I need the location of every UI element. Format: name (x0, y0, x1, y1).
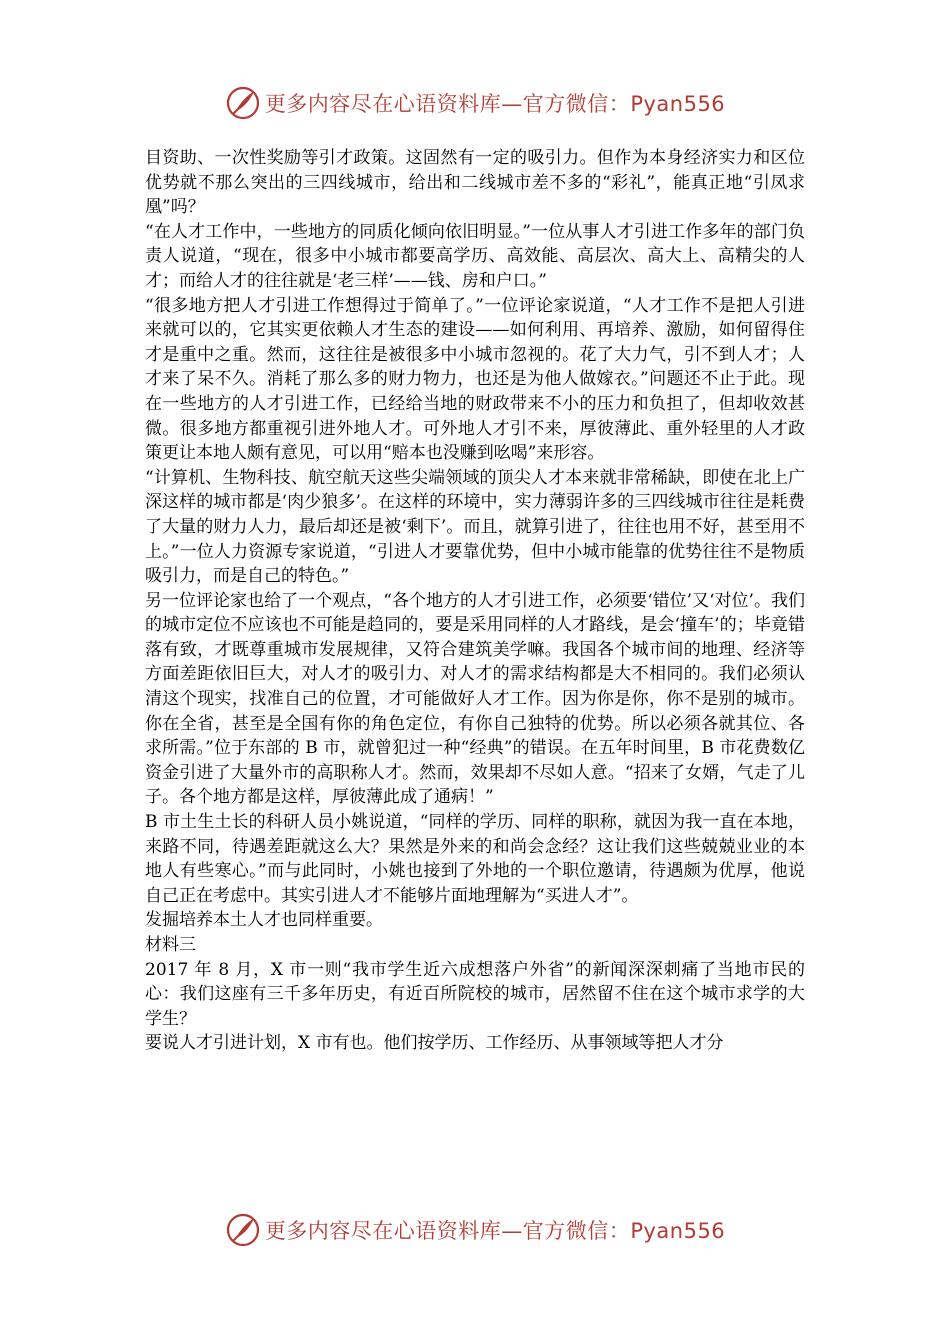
paragraph: “在人才工作中，一些地方的同质化倾向依旧明显。”一位从事人才引进工作多年的部门负责人说道，“现在，很多中小城市都要高学历、高效能、高层次、高大上、高精尖的人才；而给人才的往往就是‘老三样’——钱、房和户口。” (145, 221, 805, 291)
footer-text: 更多内容尽在心语资料库—官方微信：Pyan556 (264, 1219, 726, 1243)
paragraph: 发掘培养本土人才也同样重要。 (145, 910, 383, 931)
paragraph: “很多地方把人才引进工作想得过于简单了。”一位评论家说道，“人才工作不是把人引进来就可以的，它其实更依赖人才生态的建设——如何利用、再培养、激励，如何留得住才是重中之重。然而，这往往是被很多中小城市忽视的。花了大力气，引不到人才；人才来了呆不久。消耗了那么多的财力物力，也还是为他人做嫁衣。”问题还不止于此。现在一些地方的人才引进工作，已经给当地的财政带来不小的压力和负担了，但却收效甚微。很多地方都重视引进外地人才。可外地人才引不来，厚彼薄此、重外轻里的人才政策更让本地人颇有意见，可以用“赔本也没赚到吆喝”来形容。 (145, 295, 805, 464)
feather-pen-icon (225, 1212, 261, 1248)
header-text: 更多内容尽在心语资料库—官方微信：Pyan556 (264, 92, 726, 116)
header-banner (0, 83, 950, 123)
paragraph: 2017 年 8 月，X 市一则“我市学生近六成想落户外省”的新闻深深刺痛了当地市民的心：我们这座有三千多年历史，有近百所院校的城市，居然留不住在这个城市求学的大学生？ (145, 959, 805, 1029)
footer-banner (0, 1210, 950, 1250)
paragraph: B 市土生土长的科研人员小姚说道，“同样的学历、同样的职称，就因为我一直在本地，来路不同，待遇差距就这么大？果然是外来的和尚会念经？这让我们这些兢兢业业的本地人有些寒心。”而与此同时，小姚也接到了外地的一个职位邀请，待遇颇为优厚，他说自己正在考虑中。其实引进人才不能够片面地理解为“买进人才”。 (145, 812, 805, 906)
feather-pen-icon (225, 85, 261, 121)
section-heading: 材料三 (145, 935, 196, 955)
paragraph: 要说人才引进计划，X 市有也。他们按学历、工作经历、从事领域等把人才分 (145, 1033, 724, 1054)
paragraph: 目资助、一次性奖励等引才政策。这固然有一定的吸引力。但作为本身经济实力和区位优势就不那么突出的三四线城市，给出和二线城市差不多的“彩礼”，能真正地“引凤求凰”吗？ (145, 148, 805, 218)
paragraph: 另一位评论家也给了一个观点，“各个地方的人才引进工作，必须要‘错位’又‘对位’。我们的城市定位不应该也不可能是趋同的，要是采用同样的人才路线，是会‘撞车’的；毕竟错落有致，才既尊重城市发展规律，又符合建筑美学嘛。我国各个城市间的地理、经济等方面差距依旧巨大，对人才的吸引力、对人才的需求结构都是大不相同的。我们必须认清这个现实，找准自己的位置，才可能做好人才工作。因为你是你，你不是别的城市。你在全省，甚至是全国有你的角色定位，有你自己独特的优势。所以必须各就其位、各求所需。”位于东部的 B 市，就曾犯过一种“经典”的错误。在五年时间里，B 市花费数亿资金引进了大量外市的高职称人才。然而，效果却不尽如人意。“招来了女婿，气走了儿子。各个地方都是这样，厚彼薄此成了通病！” (145, 590, 805, 808)
wechat-id: Pyan556 (630, 92, 726, 116)
document-body (145, 146, 805, 1056)
paragraph: “计算机、生物科技、航空航天这些尖端领域的顶尖人才本来就非常稀缺，即使在北上广深这样的城市都是‘肉少狼多’。在这样的环境中，实力薄弱许多的三四线城市往往是耗费了大量的财力人力，最后却还是被‘剩下’。而且，就算引进了，往往也用不好，甚至用不上。”一位人力资源专家说道，“引进人才要靠优势，但中小城市能靠的优势往往不是物质吸引力，而是自己的特色。” (145, 467, 805, 587)
wechat-id: Pyan556 (630, 1219, 726, 1243)
